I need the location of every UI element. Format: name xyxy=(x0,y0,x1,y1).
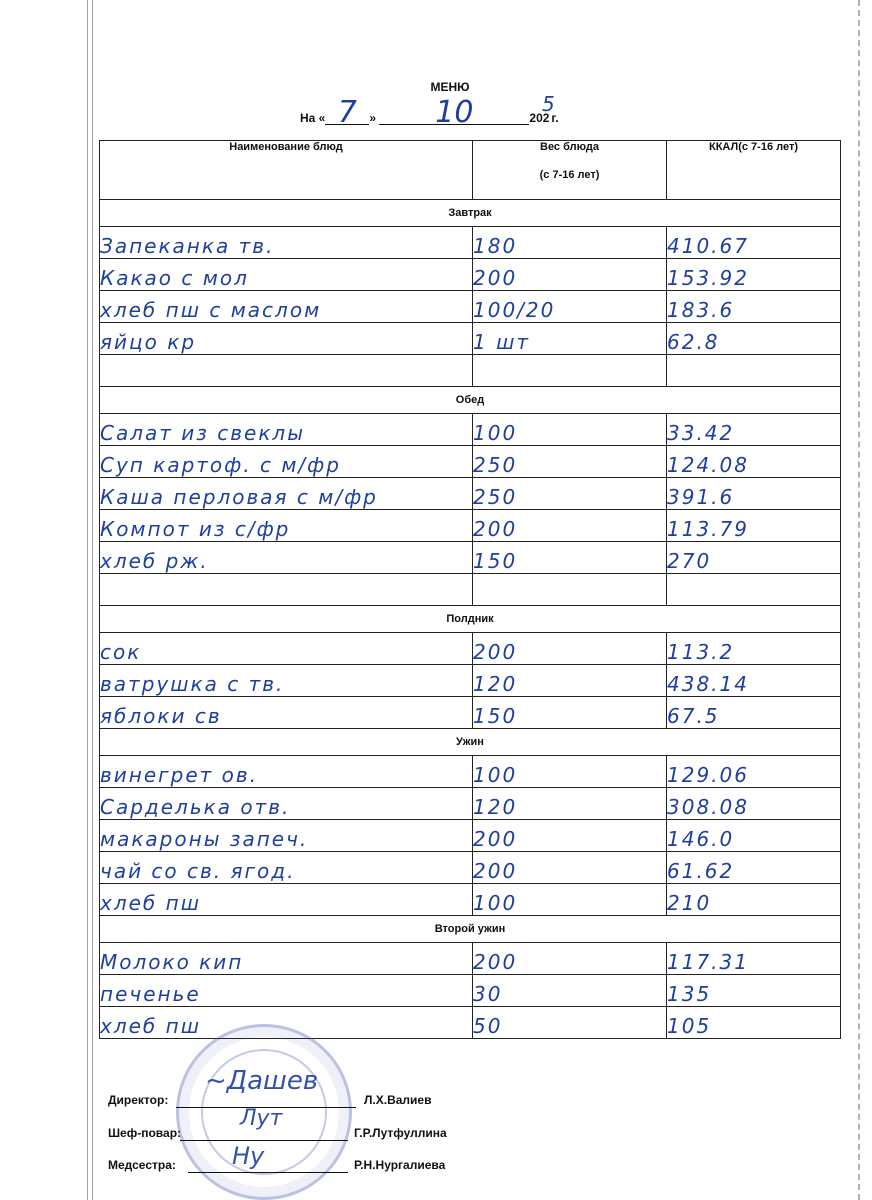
date-year-prefix: 202 xyxy=(529,111,550,125)
dish-weight: 250 xyxy=(473,478,667,510)
director-signature: ~Дашев xyxy=(205,1066,319,1096)
dish-weight xyxy=(473,574,667,606)
signature-chef-line xyxy=(180,1140,348,1141)
signature-chef xyxy=(108,1126,447,1140)
dish-kcal: 105 xyxy=(667,1007,841,1039)
table-row xyxy=(100,323,841,355)
table-row xyxy=(100,788,841,820)
dish-name: Сарделька отв. xyxy=(100,788,473,820)
dish-weight xyxy=(473,355,667,387)
signature-director-line xyxy=(176,1107,356,1108)
dish-kcal: 61.62 xyxy=(667,852,841,884)
date-suffix: г. xyxy=(551,111,559,125)
table-row xyxy=(100,414,841,446)
dish-kcal: 153.92 xyxy=(667,259,841,291)
date-day-field xyxy=(325,95,369,130)
table-row xyxy=(100,852,841,884)
dish-kcal: 117.31 xyxy=(667,943,841,975)
dish-name: Какао с мол xyxy=(100,259,473,291)
dish-kcal: 146.0 xyxy=(667,820,841,852)
section-row xyxy=(100,200,841,227)
dish-name: сок xyxy=(100,633,473,665)
dish-kcal: 113.79 xyxy=(667,510,841,542)
dish-weight: 200 xyxy=(473,259,667,291)
header-row xyxy=(100,141,841,200)
dish-weight: 100/20 xyxy=(473,291,667,323)
dish-weight: 50 xyxy=(473,1007,667,1039)
table-row xyxy=(100,975,841,1007)
section-title: Второй ужин xyxy=(100,916,841,943)
header-name: Наименование блюд xyxy=(100,141,473,200)
date-year-digit: 5 xyxy=(542,92,555,116)
dish-weight: 1 шт xyxy=(473,323,667,355)
dish-name: Каша перловая с м/фр xyxy=(100,478,473,510)
scan-edge-left-2 xyxy=(92,0,93,1200)
dish-name xyxy=(100,574,473,606)
dish-kcal: 67.5 xyxy=(667,697,841,729)
dish-name xyxy=(100,355,473,387)
section-title: Обед xyxy=(100,387,841,414)
dish-name: чай со св. ягод. xyxy=(100,852,473,884)
dish-name: Салат из свеклы xyxy=(100,414,473,446)
dish-kcal: 391.6 xyxy=(667,478,841,510)
header-weight-label: Вес блюда xyxy=(540,141,599,153)
table-row xyxy=(100,697,841,729)
document-date xyxy=(300,92,559,130)
dish-kcal: 438.14 xyxy=(667,665,841,697)
date-month-value: 10 xyxy=(435,95,474,130)
signature-chef-name: Г.Р.Лутфуллина xyxy=(354,1126,447,1140)
signature-nurse-label: Медсестра: xyxy=(108,1158,176,1172)
header-weight xyxy=(473,141,667,200)
date-day-value: 7 xyxy=(337,95,357,130)
dish-weight: 100 xyxy=(473,756,667,788)
dish-kcal: 270 xyxy=(667,542,841,574)
dish-kcal: 410.67 xyxy=(667,227,841,259)
dish-weight: 250 xyxy=(473,446,667,478)
chef-signature: Лут xyxy=(240,1106,283,1131)
signature-chef-label: Шеф-повар: xyxy=(108,1126,182,1140)
dish-name: хлеб пш с маслом xyxy=(100,291,473,323)
signature-director-name: Л.Х.Валиев xyxy=(364,1093,432,1107)
dish-weight: 30 xyxy=(473,975,667,1007)
table-row xyxy=(100,1007,841,1039)
dish-name: печенье xyxy=(100,975,473,1007)
signature-director-label: Директор: xyxy=(108,1093,169,1107)
dish-weight: 200 xyxy=(473,510,667,542)
dish-weight: 100 xyxy=(473,414,667,446)
dish-name: Запеканка тв. xyxy=(100,227,473,259)
dish-name: макароны запеч. xyxy=(100,820,473,852)
dish-kcal: 308.08 xyxy=(667,788,841,820)
dish-name: Суп картоф. с м/фр xyxy=(100,446,473,478)
section-row xyxy=(100,916,841,943)
dish-kcal: 183.6 xyxy=(667,291,841,323)
table-row xyxy=(100,574,841,606)
dish-kcal: 129.06 xyxy=(667,756,841,788)
dish-kcal: 113.2 xyxy=(667,633,841,665)
section-row xyxy=(100,387,841,414)
table-row xyxy=(100,820,841,852)
table-row xyxy=(100,446,841,478)
dish-kcal xyxy=(667,355,841,387)
dish-name: ватрушка с тв. xyxy=(100,665,473,697)
date-year-field xyxy=(529,92,555,125)
date-mid: » xyxy=(369,111,377,125)
dish-kcal: 210 xyxy=(667,884,841,916)
section-row xyxy=(100,729,841,756)
section-row xyxy=(100,606,841,633)
dish-name: Компот из с/фр xyxy=(100,510,473,542)
signature-nurse-line xyxy=(188,1172,348,1173)
date-prefix: На « xyxy=(300,111,326,125)
dish-weight: 100 xyxy=(473,884,667,916)
scan-edge-left xyxy=(87,0,88,1200)
dish-name: хлеб пш xyxy=(100,884,473,916)
table-row xyxy=(100,756,841,788)
dish-weight: 180 xyxy=(473,227,667,259)
dish-kcal: 124.08 xyxy=(667,446,841,478)
signature-nurse-name: Р.Н.Нургалиева xyxy=(354,1158,446,1172)
signature-nurse xyxy=(108,1158,446,1172)
section-title: Полдник xyxy=(100,606,841,633)
header-kcal: ККАЛ(с 7-16 лет) xyxy=(667,141,841,200)
dish-kcal: 62.8 xyxy=(667,323,841,355)
section-title: Ужин xyxy=(100,729,841,756)
table-row xyxy=(100,259,841,291)
table-row xyxy=(100,665,841,697)
dish-weight: 120 xyxy=(473,665,667,697)
table-row xyxy=(100,943,841,975)
dish-weight: 200 xyxy=(473,943,667,975)
dish-kcal xyxy=(667,574,841,606)
scan-edge-right xyxy=(858,0,860,1200)
dish-name: винегрет ов. xyxy=(100,756,473,788)
document-title: МЕНЮ xyxy=(430,80,470,94)
dish-weight: 120 xyxy=(473,788,667,820)
menu-table xyxy=(99,140,841,1039)
dish-weight: 200 xyxy=(473,852,667,884)
menu-body xyxy=(100,200,841,1039)
dish-kcal: 33.42 xyxy=(667,414,841,446)
table-row xyxy=(100,884,841,916)
table-row xyxy=(100,227,841,259)
table-row xyxy=(100,633,841,665)
dish-weight: 200 xyxy=(473,820,667,852)
signature-director xyxy=(108,1093,432,1107)
dish-kcal: 135 xyxy=(667,975,841,1007)
dish-name: яйцо кр xyxy=(100,323,473,355)
header-weight-sub: (с 7-16 лет) xyxy=(539,169,600,181)
dish-weight: 200 xyxy=(473,633,667,665)
table-row xyxy=(100,510,841,542)
table-row xyxy=(100,478,841,510)
dish-weight: 150 xyxy=(473,542,667,574)
dish-name: яблоки св xyxy=(100,697,473,729)
table-row xyxy=(100,291,841,323)
date-month-field xyxy=(379,95,529,130)
table-row xyxy=(100,542,841,574)
dish-weight: 150 xyxy=(473,697,667,729)
nurse-signature: Ну xyxy=(232,1142,265,1170)
dish-name: хлеб рж. xyxy=(100,542,473,574)
section-title: Завтрак xyxy=(100,200,841,227)
dish-name: Молоко кип xyxy=(100,943,473,975)
table-row xyxy=(100,355,841,387)
dish-name: хлеб пш xyxy=(100,1007,473,1039)
